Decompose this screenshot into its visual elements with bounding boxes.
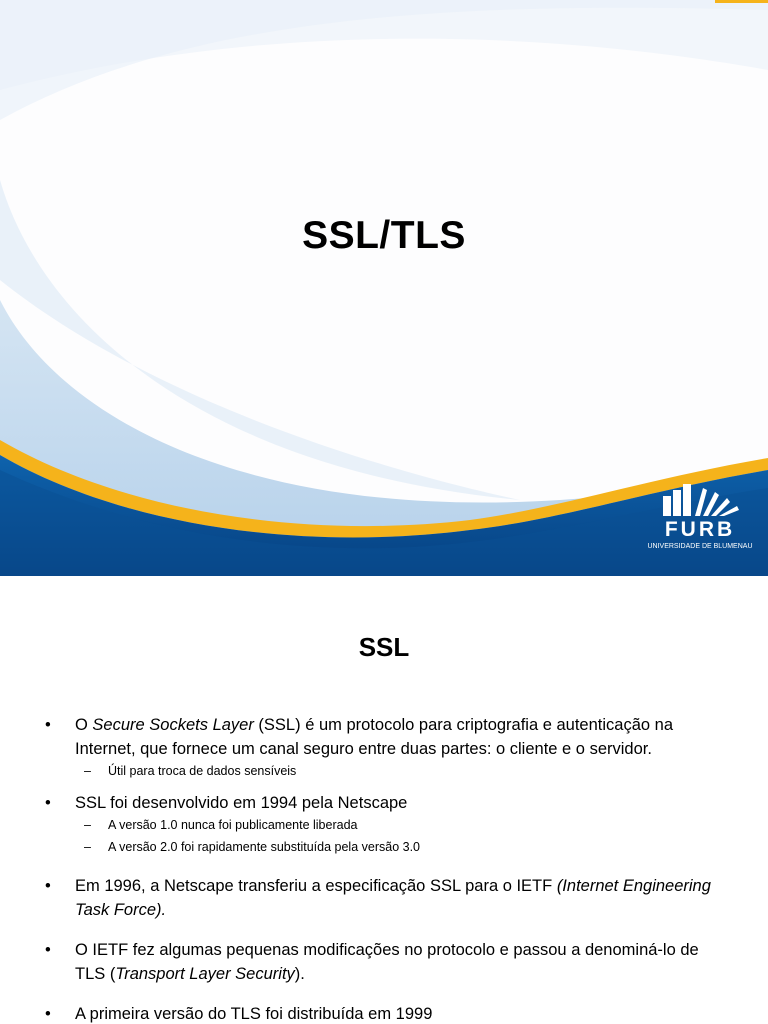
- furb-emblem-icon: [653, 482, 747, 518]
- bullet-text: (SSL) é um protocolo para criptografia e autenticação na Internet, que fornece um canal seguro entre duas partes: o cliente e o servidor.: [75, 716, 673, 758]
- spacer: [0, 858, 768, 875]
- bullet-list: [0, 714, 768, 1024]
- bullet-text-italic: (Internet Engineering Task Force).: [75, 877, 711, 919]
- bullet-symbol: •: [45, 1005, 51, 1023]
- sub-bullet-text: A versão 2.0 foi rapidamente substituída pela versão 3.0: [108, 839, 420, 854]
- bullet-text: Em 1996, a Netscape transferiu a especificação SSL para o IETF: [75, 877, 557, 895]
- furb-logo: [645, 482, 755, 554]
- bullet-symbol: •: [45, 793, 51, 812]
- bullet-text: A primeira versão do TLS foi distribuída em 1999: [75, 1005, 433, 1023]
- spacer: [0, 922, 768, 939]
- bullet-item: [0, 714, 768, 761]
- bullet-symbol: •: [45, 877, 51, 895]
- dash-symbol: –: [84, 839, 91, 854]
- dash-symbol: –: [84, 818, 91, 832]
- dash-symbol: –: [84, 764, 91, 778]
- sub-bullet-text: Útil para troca de dados sensíveis: [108, 764, 297, 778]
- sub-bullet-item: [0, 837, 768, 859]
- logo-subtitle: UNIVERSIDADE DE BLUMENAU: [647, 543, 753, 550]
- content-slide: [0, 576, 768, 1024]
- spacer: [0, 986, 768, 1003]
- bullet-text: O IETF fez algumas pequenas modificações no protocolo e passou a denominá-lo de TLS (: [75, 941, 699, 983]
- bullet-text-italic: Transport Layer Security: [115, 964, 295, 983]
- bullet-text: O: [75, 716, 93, 734]
- slide-title: SSL: [358, 632, 410, 662]
- sub-bullet-item: [0, 761, 768, 783]
- bullet-item: [0, 939, 768, 986]
- bullet-item: [0, 875, 768, 922]
- logo-name: FURB: [664, 518, 736, 541]
- bullet-text: SSL foi desenvolvido em 1994 pela Netscape: [75, 793, 408, 812]
- bullet-text-italic: Secure Sockets Layer: [92, 716, 254, 734]
- sub-bullet-text: A versão 1.0 nunca foi publicamente liberada: [108, 818, 358, 832]
- sub-bullet-item: [0, 815, 768, 837]
- bullet-text: ).: [294, 964, 305, 983]
- spacer: [0, 783, 768, 792]
- bullet-item: [0, 792, 768, 816]
- bullet-item: [0, 1003, 768, 1024]
- bullet-symbol: •: [45, 941, 51, 959]
- bullet-symbol: •: [45, 716, 51, 734]
- slide-title: SSL/TLS: [302, 214, 466, 257]
